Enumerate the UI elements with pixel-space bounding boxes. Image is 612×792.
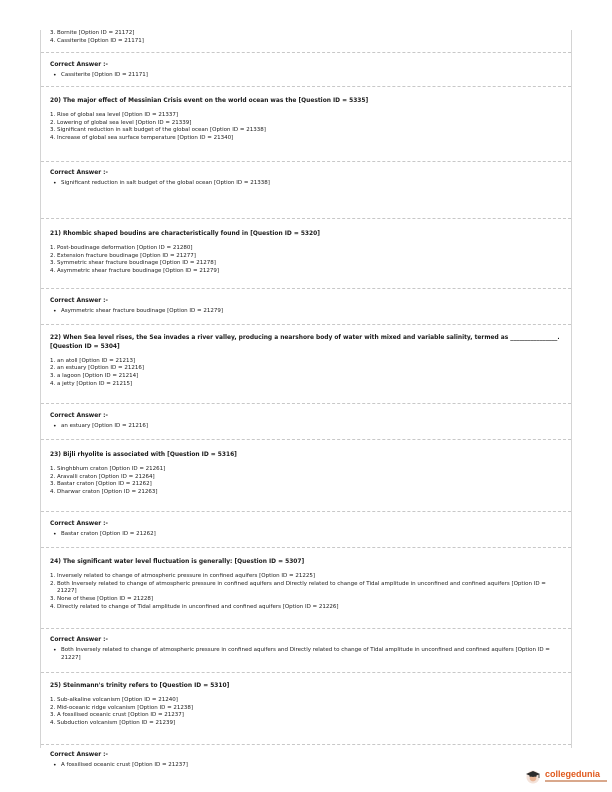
correct-answer-label: Correct Answer :- <box>50 170 108 176</box>
option: 2. an estuary [Option ID = 21216] <box>50 365 144 372</box>
question-block <box>41 87 571 162</box>
option: 4. Cassiterite [Option ID = 21171] <box>50 37 144 44</box>
answer-block <box>41 162 571 219</box>
correct-answer <box>50 72 563 80</box>
brand-name: collegedunia <box>545 769 601 779</box>
question-text: 23) Bijli rhyolite is associated with [Question ID = 5316] <box>50 452 237 458</box>
answer-block <box>41 289 571 325</box>
option: 3. Bornite [Option ID = 21172] <box>50 30 135 36</box>
option-block-continued <box>41 30 571 53</box>
correct-answer <box>50 423 563 431</box>
collegedunia-logo <box>525 768 612 790</box>
correct-answer <box>50 647 563 663</box>
bullet-icon: • <box>53 762 57 769</box>
correct-answer-label: Correct Answer :- <box>50 637 108 643</box>
graduation-cap-icon <box>525 768 541 784</box>
question-block <box>41 325 571 404</box>
correct-answer <box>50 531 563 539</box>
option: 2. Mid-oceanic ridge volcanism [Option ID = 21238] <box>50 704 194 711</box>
option: 3. a lagoon [Option ID = 21214] <box>50 373 139 380</box>
correct-answer-label: Correct Answer :- <box>50 298 108 304</box>
option: 1. Post-boudinage deformation [Option ID = 21280] <box>50 244 193 251</box>
option: 4. Increase of global sea surface temperature [Option ID = 21340] <box>50 135 234 142</box>
option: 4. Asymmetric shear fracture boudinage [Option ID = 21279] <box>50 268 220 275</box>
option: 1. Inversely related to change of atmospheric pressure in confined aquifers [Option ID = 21225] <box>50 572 315 579</box>
option: 3. Bastar craton [Option ID = 21262] <box>50 481 152 488</box>
question-text: 22) When Sea level rises, the Sea invades a river valley, producing a nearshore body of water with mixed and variable salinity, termed as ________________. [Question ID = 5304] <box>50 335 560 350</box>
option: 1. Singhbhum craton [Option ID = 21261] <box>50 465 166 472</box>
correct-answer-label: Correct Answer :- <box>50 752 108 758</box>
question-block <box>41 548 571 629</box>
question-text: 25) Steinmann's trinity refers to [Question ID = 5310] <box>50 683 230 689</box>
option: 1. Sub-alkaline volcanism [Option ID = 21240] <box>50 696 178 703</box>
correct-answer <box>50 762 563 770</box>
correct-answer-text: Cassiterite [Option ID = 21171] <box>61 72 148 78</box>
correct-answer-label: Correct Answer :- <box>50 521 108 527</box>
correct-answer-label: Correct Answer :- <box>50 413 108 419</box>
bullet-icon: • <box>53 647 57 654</box>
question-text: 21) Rhombic shaped boudins are characteristically found in [Question ID = 5320] <box>50 231 320 237</box>
correct-answer-text: Significant reduction in salt budget of the global ocean [Option ID = 21338] <box>61 180 270 186</box>
answer-block <box>41 512 571 548</box>
correct-answer <box>50 308 563 316</box>
option: 4. Dharwar craton [Option ID = 21263] <box>50 489 158 496</box>
option: 2. Both Inversely related to change of atmospheric pressure in confined aquifers and Directly related to change of Tidal amplitude in unconfined and confined aquifers [Option ID = 21227] <box>50 580 546 595</box>
correct-answer-text: Bastar craton [Option ID = 21262] <box>61 531 156 537</box>
question-block <box>41 673 571 745</box>
option: 4. Directly related to change of Tidal amplitude in unconfined and confined aquifers [Option ID = 21226] <box>50 603 339 610</box>
option: 4. Subduction volcanism [Option ID = 21239] <box>50 720 176 727</box>
correct-answer-text: Both Inversely related to change of atmospheric pressure in confined aquifers and Directly related to change of Tidal amplitude in unconfined and confined aquifers [Option ID = 21227] <box>61 647 550 661</box>
option: 3. Significant reduction in salt budget of the global ocean [Option ID = 21338] <box>50 127 266 134</box>
answer-block <box>41 629 571 673</box>
correct-answer-text: an estuary [Option ID = 21216] <box>61 423 148 429</box>
document-frame <box>40 30 572 769</box>
bullet-icon: • <box>53 72 57 79</box>
question-text: 24) The significant water level fluctuation is generally: [Question ID = 5307] <box>50 559 305 565</box>
correct-answer <box>50 180 563 188</box>
option: 3. None of these [Option ID = 21228] <box>50 596 154 603</box>
bullet-icon: • <box>53 308 57 315</box>
bullet-icon: • <box>53 423 57 430</box>
option: 1. an atoll [Option ID = 21213] <box>50 357 136 364</box>
question-block <box>41 219 571 289</box>
option: 4. a jetty [Option ID = 21215] <box>50 380 133 387</box>
question-text: 20) The major effect of Messinian Crisis event on the world ocean was the [Question ID = 5335] <box>50 98 369 104</box>
option: 3. A fossilised oceanic crust [Option ID = 21237] <box>50 712 184 719</box>
bullet-icon: • <box>53 531 57 538</box>
bullet-icon: • <box>53 180 57 187</box>
option: 2. Aravalli craton [Option ID = 21264] <box>50 473 155 480</box>
correct-answer-text: Asymmetric shear fracture boudinage [Option ID = 21279] <box>61 308 224 314</box>
answer-block <box>41 53 571 87</box>
option: 2. Extension fracture boudinage [Option ID = 21277] <box>50 252 196 259</box>
correct-answer-text: A fossilised oceanic crust [Option ID = 21237] <box>61 762 188 768</box>
brand-tagline-bar <box>545 780 607 782</box>
answer-block <box>41 404 571 440</box>
question-block <box>41 440 571 512</box>
option: 3. Symmetric shear fracture boudinage [Option ID = 21278] <box>50 260 216 267</box>
correct-answer-label: Correct Answer :- <box>50 62 108 68</box>
option: 1. Rise of global sea level [Option ID = 21337] <box>50 111 178 118</box>
option: 2. Lowering of global sea level [Option ID = 21339] <box>50 119 192 126</box>
